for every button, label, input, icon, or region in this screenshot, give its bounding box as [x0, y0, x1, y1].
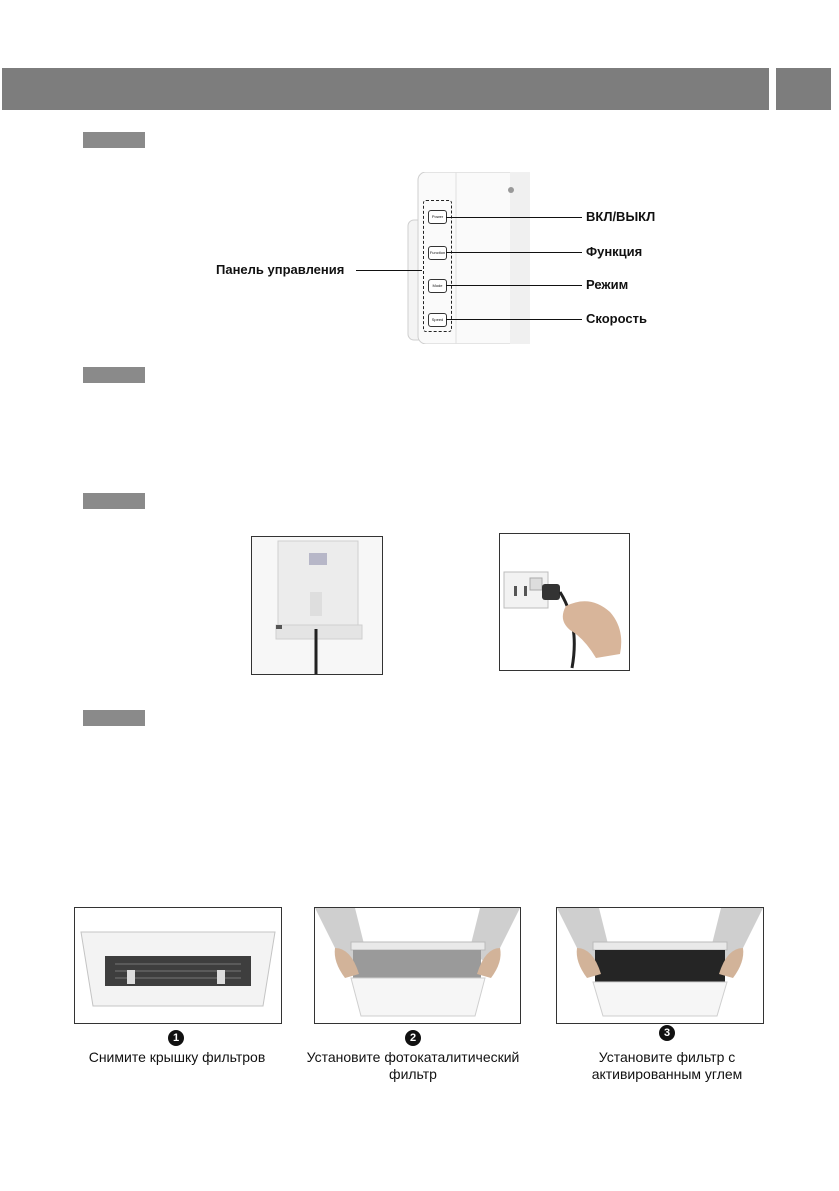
step-1-photo	[74, 907, 282, 1024]
speed-leader	[446, 319, 582, 320]
control-panel-title: Панель управления	[216, 262, 345, 277]
power-label: ВКЛ/ВЫКЛ	[586, 209, 656, 224]
step-2-number: 2	[405, 1030, 421, 1046]
mode-button[interactable]: Mode	[428, 279, 447, 293]
step-2-caption	[283, 1049, 543, 1083]
header-bar	[2, 68, 769, 110]
step-3-number: 3	[659, 1025, 675, 1041]
power-leader	[446, 217, 582, 218]
step-1-number: 1	[168, 1030, 184, 1046]
step-3-caption-line-2: активированным углем	[591, 1066, 743, 1082]
step-2-caption-line-2: фильтр	[389, 1066, 437, 1082]
step-3-photo	[556, 907, 764, 1024]
section-marker-1	[83, 132, 145, 148]
device-back-photo	[251, 536, 383, 675]
section-marker-4	[83, 710, 145, 726]
step-1-caption	[62, 1049, 292, 1066]
function-leader	[446, 252, 582, 253]
control-panel-leader	[356, 270, 422, 271]
speed-label: Скорость	[586, 311, 647, 326]
function-label: Функция	[586, 244, 643, 259]
power-button[interactable]: Power	[428, 210, 447, 224]
step-1-caption-line-1: Снимите крышку фильтров	[88, 1049, 266, 1065]
mode-leader	[446, 285, 582, 286]
header-page-tab	[776, 68, 831, 110]
section-marker-2	[83, 367, 145, 383]
step-2-photo	[314, 907, 521, 1024]
step-3-caption-line-1: Установите фильтр с	[598, 1049, 736, 1065]
section-marker-3	[83, 493, 145, 509]
function-button[interactable]: Function	[428, 246, 447, 260]
speed-button[interactable]: Speed	[428, 313, 447, 327]
mode-label: Режим	[586, 277, 629, 292]
step-2-caption-line-1: Установите фотокаталитический	[306, 1049, 520, 1065]
plug-in-photo	[499, 533, 630, 671]
step-3-caption	[547, 1049, 787, 1083]
